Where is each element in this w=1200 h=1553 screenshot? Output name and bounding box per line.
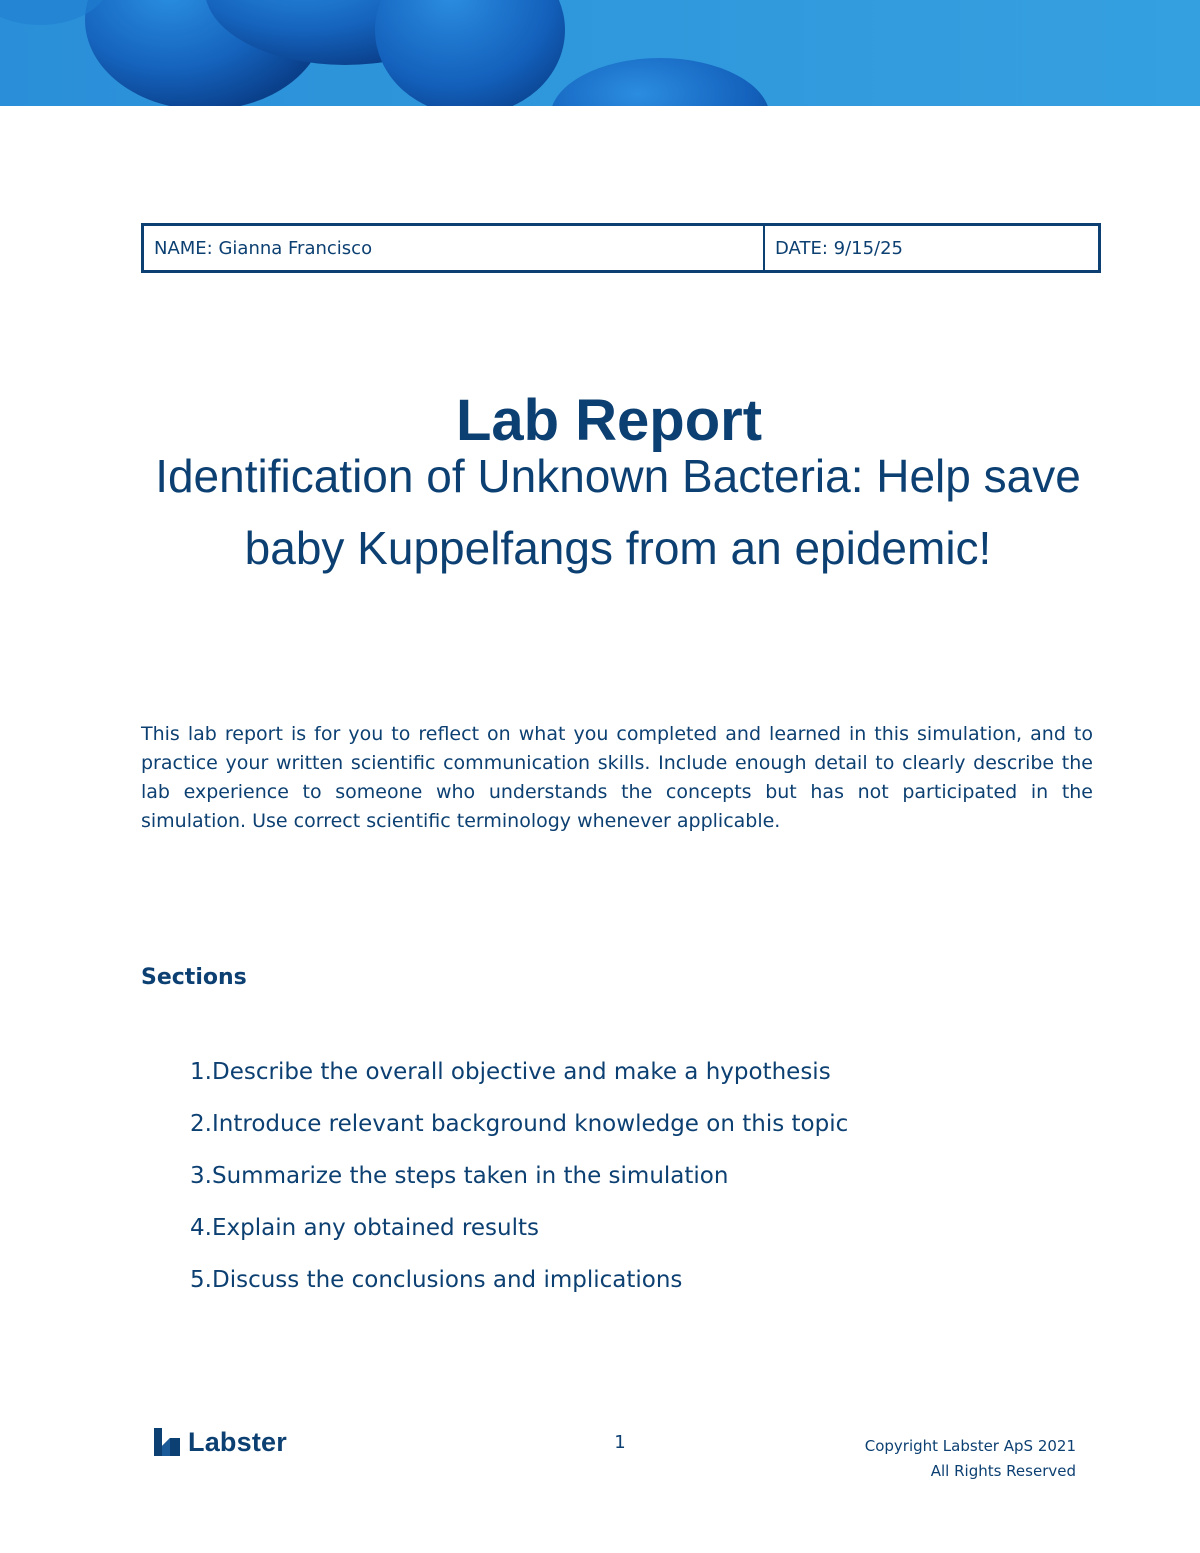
name-field: NAME: Gianna Francisco xyxy=(144,226,765,270)
labster-logo xyxy=(152,1426,287,1458)
list-item-number: 3. xyxy=(190,1163,212,1189)
list-item-number: 5. xyxy=(190,1267,212,1293)
list-item-number: 2. xyxy=(190,1111,212,1137)
list-item xyxy=(141,1046,1091,1098)
rights-line: All Rights Reserved xyxy=(930,1462,1076,1480)
intro-paragraph: This lab report is for you to reflect on what you completed and learned in this simulation, and to practice your written scientific communication skills. Include enough detail to clearly describe the lab experience to someone who understands the concepts but has not participated in the simulation. Use correct scientific terminology whenever applicable. xyxy=(141,723,1093,832)
header-banner xyxy=(0,0,1200,106)
list-item xyxy=(141,1098,1091,1150)
name-date-table xyxy=(141,223,1101,273)
banner-blobs-graphic xyxy=(0,0,1200,106)
sections-heading: Sections xyxy=(141,965,247,990)
page-number: 1 xyxy=(614,1432,626,1453)
list-item xyxy=(141,1254,1091,1306)
list-item-label: Explain any obtained results xyxy=(212,1215,539,1241)
page-title: Lab Report xyxy=(455,387,763,453)
list-item xyxy=(141,1150,1091,1202)
copyright-line: Copyright Labster ApS 2021 xyxy=(864,1437,1076,1455)
logo-text: Labster xyxy=(188,1426,287,1457)
list-item-number: 1. xyxy=(190,1059,212,1085)
list-item-label: Summarize the steps taken in the simulation xyxy=(212,1163,729,1189)
list-item xyxy=(141,1202,1091,1254)
labster-logo-icon xyxy=(152,1426,182,1458)
sections-list xyxy=(141,1046,1091,1306)
list-item-number: 4. xyxy=(190,1215,212,1241)
copyright-notice xyxy=(865,1434,1076,1484)
page-subtitle: Identification of Unknown Bacteria: Help save baby Kuppelfangs from an epidemic! xyxy=(155,450,1081,574)
list-item-label: Discuss the conclusions and implications xyxy=(212,1267,683,1293)
date-field: DATE: 9/15/25 xyxy=(775,237,904,259)
list-item-label: Describe the overall objective and make a hypothesis xyxy=(212,1059,831,1085)
list-item-label: Introduce relevant background knowledge on this topic xyxy=(212,1111,849,1137)
